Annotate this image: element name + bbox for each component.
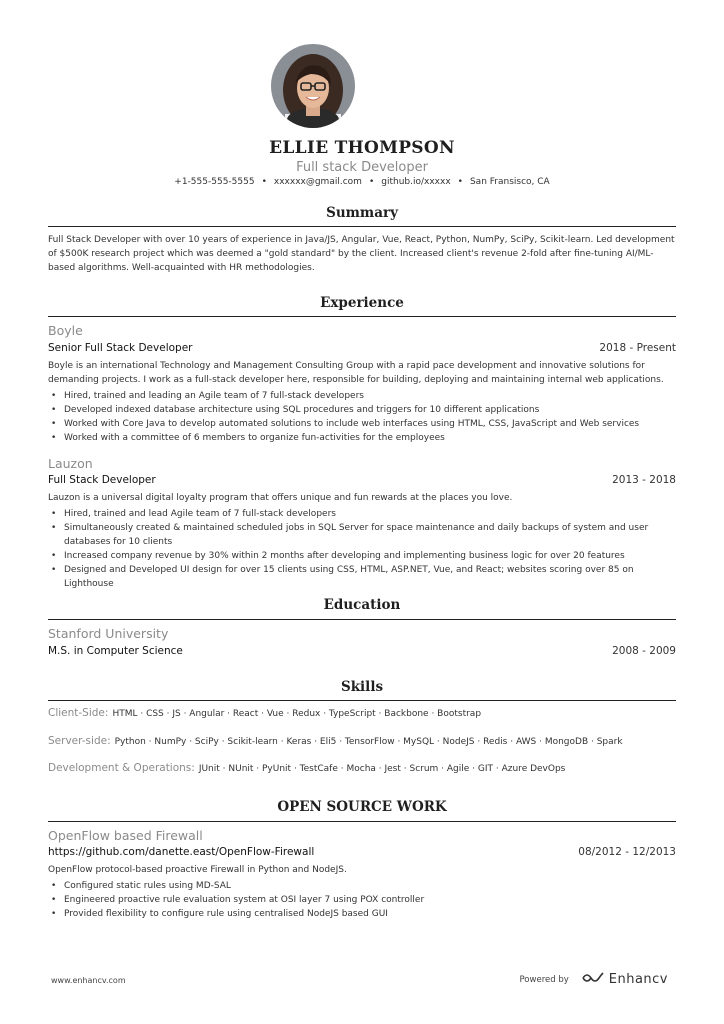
github-link[interactable]: github.io/xxxxx — [381, 177, 451, 187]
job-dates: 2018 - Present — [599, 342, 676, 354]
profile-photo — [271, 44, 355, 128]
project-link[interactable]: https://github.com/danette.east/OpenFlow-Firewall — [48, 846, 315, 858]
list-item: • Worked with Core Java to develop automated solutions to include web interfaces using HTML, CSS, JavaScript and Web services — [48, 417, 676, 431]
skill-row — [48, 762, 676, 774]
phone: +1-555-555-5555 — [174, 177, 255, 187]
education-heading: Education — [323, 597, 401, 613]
summary-heading: Summary — [326, 205, 398, 221]
powered-by — [519, 970, 668, 989]
list-item: • Provided flexibility to configure rule using centralised NodeJS based GUI — [48, 907, 676, 921]
list-item: • Hired, trained and lead Agile team of 7 full-stack developers — [48, 507, 676, 521]
divider — [48, 619, 676, 620]
job-title: Senior Full Stack Developer — [48, 342, 193, 354]
job-dates: 2013 - 2018 — [612, 474, 676, 486]
list-item: • Engineered proactive rule evaluation system at OSI layer 7 using POX controller — [48, 893, 676, 907]
location: San Fransisco, CA — [469, 177, 550, 187]
job-title: Full Stack Developer — [48, 474, 156, 486]
project-dates: 08/2012 - 12/2013 — [578, 846, 676, 858]
skill-list: JUnit · NUnit · PyUnit · TestCafe · Mocha · Jest · Scrum · Agile · GIT · Azure DevOps — [198, 764, 566, 774]
candidate-name: ELLIE THOMPSON — [269, 138, 455, 158]
list-item: • Designed and Developed UI design for over 15 clients using CSS, HTML, ASP.NET, Vue, and React; websites scoring over 85 on Lighthouse — [48, 563, 676, 591]
divider — [48, 226, 676, 227]
list-item: • Hired, trained and leading an Agile team of 7 full-stack developers — [48, 389, 676, 403]
contact-line: +1-555-555-5555 • xxxxxx@gmail.com • github.io/xxxxx • San Fransisco, CA — [174, 177, 550, 187]
project-name: OpenFlow based Firewall — [48, 828, 203, 843]
divider — [48, 821, 676, 822]
skill-row — [48, 707, 676, 719]
list-item: • Worked with a committee of 6 members to organize fun-activities for the employees — [48, 431, 676, 445]
job-bullets — [48, 389, 676, 445]
company-name: Boyle — [48, 323, 83, 338]
powered-by-label: Powered by — [519, 974, 569, 985]
experience-heading: Experience — [320, 295, 404, 311]
skill-category: Development & Operations: — [48, 762, 195, 774]
skill-category: Server-side: — [48, 735, 111, 747]
divider — [48, 316, 676, 317]
company-description: Boyle is an international Technology and Management Consulting Group with a rapid pace development and innovative solutions for demanding projects. I work as a full-stack developer here, responsible for building, deploying and maintaining internal web applications. — [48, 361, 664, 385]
company-description: Lauzon is a universal digital loyalty program that offers unique and fun rewards at the places you love. — [48, 493, 513, 503]
project-description: OpenFlow protocol-based proactive Firewall in Python and NodeJS. — [48, 865, 347, 875]
job-bullets — [48, 507, 676, 591]
candidate-role: Full stack Developer — [296, 160, 428, 175]
skills-heading: Skills — [340, 679, 384, 695]
brand-name: Enhancv — [608, 972, 668, 987]
list-item: • Developed indexed database architecture using SQL procedures and triggers for 10 different applications — [48, 403, 676, 417]
enhancv-logo-icon — [581, 970, 605, 989]
skill-list: HTML · CSS · JS · Angular · React · Vue · Redux · TypeScript · Backbone · Bootstrap — [112, 709, 482, 719]
summary-text: Full Stack Developer with over 10 years of experience in Java/JS, Angular, Vue, React, Python, NumPy, SciPy, Scikit-learn. Led development of $500K research project which was deemed a "gold standard" by the client. Increased client's revenue 2-fold after fine-tuning AI/ML-based algorithms. Well-acquainted with HR methodologies. — [48, 235, 675, 273]
degree: M.S. in Computer Science — [48, 645, 183, 657]
list-item: • Simultaneously created & maintained scheduled jobs in SQL Server for space maintenance and daily backups of system and user databases for 10 clients — [48, 521, 676, 549]
list-item: • Increased company revenue by 30% within 2 months after developing and implementing business logic for over 20 features — [48, 549, 676, 563]
footer-site-link[interactable]: www.enhancv.com — [51, 976, 126, 985]
school-name: Stanford University — [48, 626, 169, 641]
skill-list: Python · NumPy · SciPy · Scikit-learn · Keras · Eli5 · TensorFlow · MySQL · NodeJS · Redis · AWS · MongoDB · Spark — [114, 737, 623, 747]
list-item: • Configured static rules using MD-SAL — [48, 879, 676, 893]
education-dates: 2008 - 2009 — [612, 645, 676, 657]
email[interactable]: xxxxxx@gmail.com — [273, 177, 362, 187]
project-bullets — [48, 879, 676, 921]
skill-category: Client-Side: — [48, 707, 109, 719]
divider — [48, 700, 676, 701]
company-name: Lauzon — [48, 456, 93, 471]
skill-row — [48, 735, 676, 747]
open-source-heading: OPEN SOURCE WORK — [277, 799, 447, 815]
